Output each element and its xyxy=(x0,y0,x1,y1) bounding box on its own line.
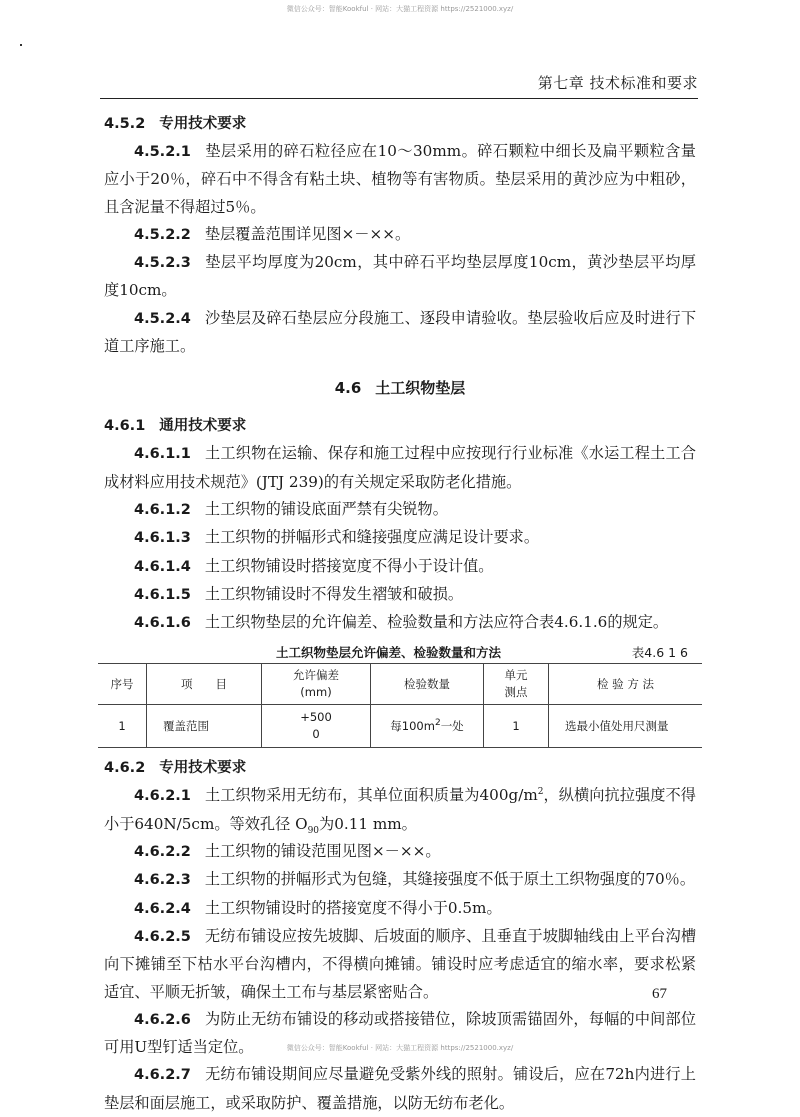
clause-number: 4.6.2.4 xyxy=(134,900,191,917)
clause-4-6-1-1 xyxy=(104,440,696,496)
clause-text: 土工织物的拼幅形式为包缝，其缝接强度不低于原土工织物强度的70％。 xyxy=(204,870,696,889)
clause-number: 4.6.1.3 xyxy=(134,530,191,547)
table-caption xyxy=(104,641,696,663)
header-seq: 序号 xyxy=(98,664,147,705)
clause-number: 4.5.2.4 xyxy=(134,310,191,327)
clause-number: 4.6.1.4 xyxy=(134,558,191,575)
heading-title: 专用技术要求 xyxy=(159,760,247,777)
cell-quantity xyxy=(371,705,484,748)
clause-text-part-c: 为0.11 mm。 xyxy=(319,814,417,833)
clause-4-6-2-4 xyxy=(104,895,696,923)
heading-title: 通用技术要求 xyxy=(159,418,247,435)
header-unit-line1: 单元 xyxy=(504,668,528,683)
header-unit-points xyxy=(484,664,549,705)
table-header-row xyxy=(98,664,702,705)
clause-number: 4.6.2.1 xyxy=(134,788,191,805)
clause-text: 土工织物铺设时不得发生褶皱和破损。 xyxy=(204,584,464,603)
cell-method: 选最小值处用尺测量 xyxy=(549,705,703,748)
subscript: 90 xyxy=(307,825,320,836)
header-tolerance-line2: (mm) xyxy=(300,685,332,700)
clause-text: 无纺布铺设期间应尽量避免受紫外线的照射。铺设后，应在72h内进行上垫层和面层施工，或采取防护、覆盖措施，以防无纺布老化。 xyxy=(104,1065,696,1112)
tolerance-lower: 0 xyxy=(312,727,320,742)
heading-4-6-2 xyxy=(104,754,696,782)
header-tolerance xyxy=(262,664,371,705)
clause-text: 土工织物垫层的允许偏差、检验数量和方法应符合表4.6.1.6的规定。 xyxy=(204,613,669,632)
table-number: 表4.6 1 6 xyxy=(631,645,688,661)
clause-number: 4.6.2.5 xyxy=(134,928,191,945)
cell-item: 覆盖范围 xyxy=(147,705,262,748)
watermark-bottom: 微信公众号：智能Kookful · 网站：大猫工程资源 https://2521000.xyz/ xyxy=(286,1044,514,1052)
clause-text: 土工织物铺设时的搭接宽度不得小于0.5m。 xyxy=(204,898,502,917)
quantity-superscript: 2 xyxy=(434,718,441,729)
clause-4-6-1-6 xyxy=(104,609,696,637)
table-row xyxy=(98,705,702,748)
clause-4-6-1-3 xyxy=(104,524,696,552)
scan-dot xyxy=(20,44,22,46)
clause-text: 土工织物的铺设底面严禁有尖锐物。 xyxy=(204,499,448,518)
tolerance-upper: +500 xyxy=(300,710,332,725)
header-quantity: 检验数量 xyxy=(371,664,484,705)
cell-seq: 1 xyxy=(98,705,147,748)
clause-number: 4.6.1.6 xyxy=(134,615,191,632)
clause-text: 沙垫层及碎石垫层应分段施工、逐段申请验收。垫层验收后应及时进行下道工序施工。 xyxy=(104,308,696,356)
clause-4-6-2-2 xyxy=(104,838,696,866)
clause-number: 4.6.2.3 xyxy=(134,872,191,889)
running-header: 第七章 技术标准和要求 xyxy=(537,74,698,92)
heading-4-5-2 xyxy=(104,110,696,138)
clause-number: 4.5.2.2 xyxy=(134,226,191,243)
clause-text: 为防止无纺布铺设的移动或搭接错位，除坡顶需锚固外，每幅的中间部位可用U型钉适当定位。 xyxy=(104,1009,696,1057)
heading-title: 专用技术要求 xyxy=(159,116,247,132)
clause-4-6-2-5 xyxy=(104,923,696,1006)
cell-unit-points: 1 xyxy=(484,705,549,748)
header-unit-line2: 测点 xyxy=(504,685,528,700)
clause-text: 无纺布铺设应按先坡脚、后坡面的顺序、且垂直于坡脚轴线由上平台沟槽向下摊铺至下枯水平台沟槽内，不得横向摊铺。铺设时应考虑适宜的缩水率，要求松紧适宜、平顺无折皱，确保土工布与基层紧密贴合。 xyxy=(104,926,696,1001)
clause-text: 土工织物在运输、保存和施工过程中应按现行行业标准《水运工程土工合成材料应用技术规范》(JTJ 239)的有关规定采取防老化措施。 xyxy=(104,444,696,491)
clause-number: 4.6.1.1 xyxy=(134,446,191,463)
clause-text: 土工织物的拼幅形式和缝接强度应满足设计要求。 xyxy=(204,528,540,547)
clause-text: 土工织物的铺设范围见图×－××。 xyxy=(204,842,441,861)
superscript: 2 xyxy=(537,787,544,798)
clause-4-5-2-4 xyxy=(104,305,696,361)
clause-number: 4.6.1.5 xyxy=(134,586,191,603)
clause-4-6-2-1 xyxy=(104,782,696,838)
clause-text: 垫层平均厚度为20cm，其中碎石平均垫层厚度10cm，黄沙垫层平均厚度10cm。 xyxy=(104,253,696,300)
clause-4-6-2-3 xyxy=(104,866,696,894)
clause-4-6-1-5 xyxy=(104,581,696,609)
watermark-top: 微信公众号：智能Kookful · 网站：大猫工程资源 https://2521000.xyz/ xyxy=(286,5,514,13)
clause-4-6-1-4 xyxy=(104,553,696,581)
clause-text: 土工织物铺设时搭接宽度不得小于设计值。 xyxy=(204,556,494,575)
heading-number: 4.6.2 xyxy=(104,760,146,777)
clause-4-5-2-2 xyxy=(104,221,696,249)
tolerance-table xyxy=(98,663,702,748)
section-number: 4.6 xyxy=(334,379,362,398)
clause-number: 4.6.2.6 xyxy=(134,1011,191,1028)
clause-4-6-2-6 xyxy=(104,1006,696,1062)
clause-4-5-2-1 xyxy=(104,138,696,221)
cell-tolerance xyxy=(262,705,371,748)
clause-text-part-a: 土工织物采用无纺布，其单位面积质量为400g/m xyxy=(204,786,538,805)
section-title-text: 土工织物垫层 xyxy=(375,379,466,398)
clause-4-6-1-2 xyxy=(104,496,696,524)
header-item: 项 目 xyxy=(147,664,262,705)
page-body xyxy=(104,110,696,1117)
clause-number: 4.5.2.1 xyxy=(134,144,191,160)
clause-number: 4.6.1.2 xyxy=(134,501,191,518)
quantity-suffix: 一处 xyxy=(440,718,464,733)
clause-number: 4.6.2.7 xyxy=(134,1067,191,1084)
clause-number: 4.5.2.3 xyxy=(134,255,191,272)
heading-number: 4.5.2 xyxy=(104,116,146,132)
table-title: 土工织物垫层允许偏差、检验数量和方法 xyxy=(276,645,502,661)
clause-4-6-2-7 xyxy=(104,1061,696,1117)
header-tolerance-line1: 允许偏差 xyxy=(293,668,339,683)
section-title-4-6 xyxy=(104,374,696,402)
quantity-prefix: 每100m xyxy=(390,718,435,733)
header-rule xyxy=(100,98,698,99)
clause-number: 4.6.2.2 xyxy=(134,844,191,861)
clause-text-part-b: ，纵横向抗拉强度不得小于640N/5cm。等效孔径 O xyxy=(104,786,696,833)
header-method: 检 验 方 法 xyxy=(549,664,703,705)
page-number: 67 xyxy=(652,986,667,1002)
clause-4-5-2-3 xyxy=(104,249,696,305)
clause-text: 垫层覆盖范围详见图×－××。 xyxy=(204,224,411,243)
heading-number: 4.6.1 xyxy=(104,418,146,435)
clause-text: 垫层采用的碎石粒径应在10～30mm。碎石颗粒中细长及扁平颗粒含量应小于20％，碎石中不得含有粘土块、植物等有害物质。垫层采用的黄沙应为中粗砂，且含泥量不得超过5％。 xyxy=(104,142,696,216)
heading-4-6-1 xyxy=(104,412,696,440)
